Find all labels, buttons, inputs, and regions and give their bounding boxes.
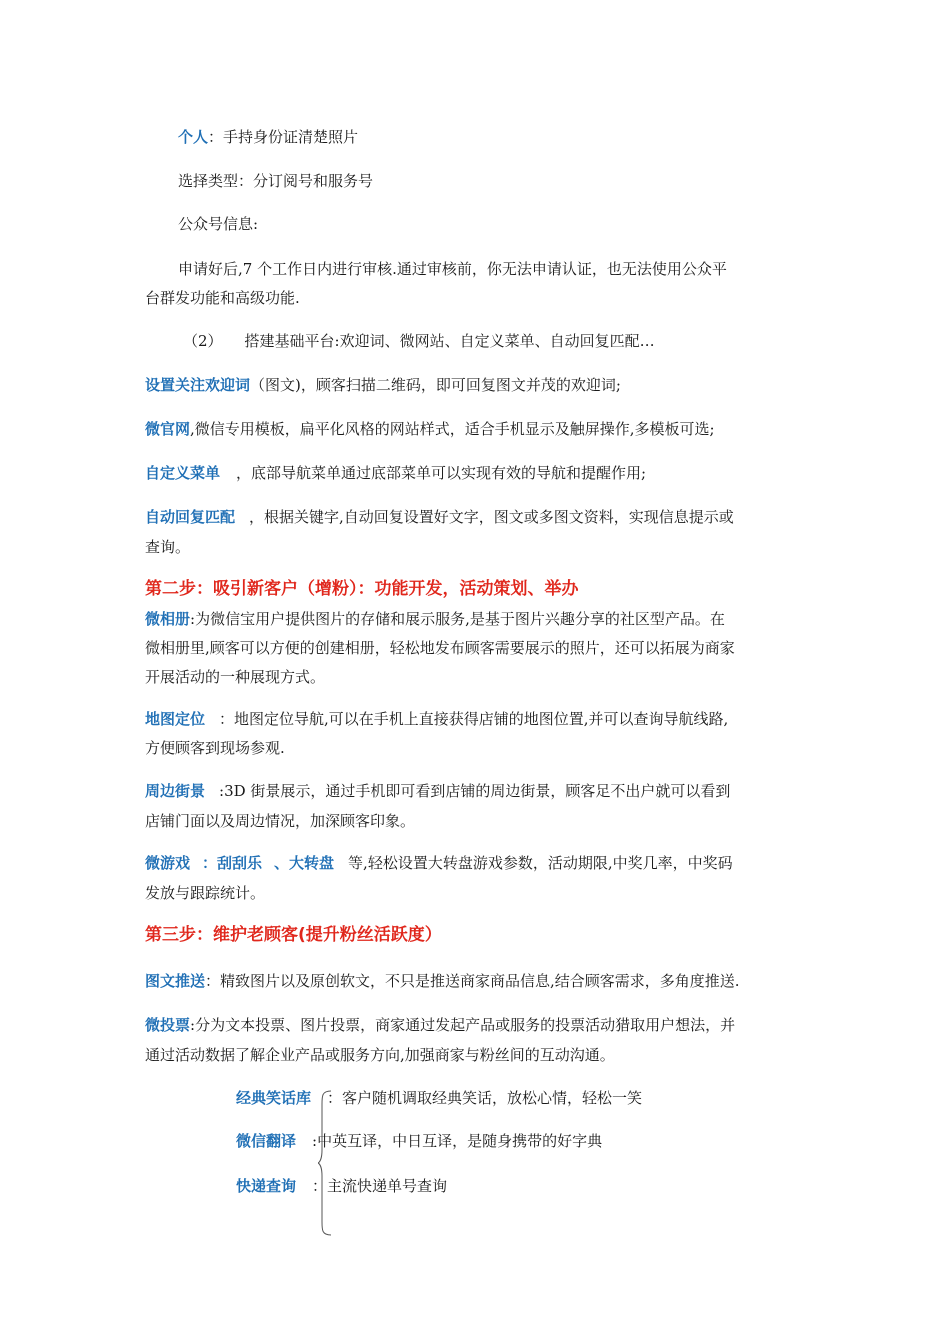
heading-step-three: 第三步：维护老顾客(提升粉丝活跃度）: [145, 925, 442, 945]
brace-icon: [318, 1090, 332, 1236]
text-games: 等,轻松设置大转盘游戏参数，活动期限,中奖几率，中奖码: [348, 854, 733, 872]
text-micro-site: ,微信专用模板，扁平化风格的网站样式，适合手机显示及触屏操作,多模板可选;: [190, 420, 715, 438]
para-photo-album-line2: 微相册里,顾客可以方便的创建相册，轻松地发布顾客需要展示的照片，还可以拓展为商家: [145, 639, 735, 657]
step-number: （2）: [183, 332, 223, 350]
label-jokes: 经典笑话库: [236, 1089, 312, 1107]
para-street-view-line2: 店铺门面以及周边情况，加深顾客印象。: [145, 812, 416, 830]
para-vote-line1: [145, 1010, 735, 1040]
label-personal: 个人: [178, 128, 209, 146]
label-street-view: 周边街景: [145, 782, 206, 800]
step-text: 搭建基础平台:欢迎词、微网站、自定义菜单、自动回复匹配…: [244, 332, 655, 350]
para-auto-reply-line2: 查询。: [145, 538, 191, 556]
text-custom-menu: ，底部导航菜单通过底部菜单可以实现有效的导航和提醒作用;: [236, 464, 647, 482]
para-photo-album-line1: [145, 604, 725, 634]
list-item-express: [236, 1171, 447, 1201]
para-review-line1: 申请好后,7 个工作日内进行审核.通过审核前，你无法申请认证，也无法使用公众平: [178, 260, 727, 278]
para-vote-line2: 通过活动数据了解企业产品或服务方向,加强商家与粉丝间的互动沟通。: [145, 1046, 615, 1064]
text-express: ：主流快递单号查询: [312, 1177, 448, 1195]
label-wheel: 、大转盘: [274, 854, 335, 872]
heading-step-two: 第二步：吸引新客户（增粉）：功能开发，活动策划、举办: [145, 579, 579, 599]
para-photo-album-line3: 开展活动的一种展现方式。: [145, 668, 326, 686]
label-auto-reply: 自动回复匹配: [145, 508, 236, 526]
text-map: ：地图定位导航,可以在手机上直接获得店铺的地图位置,并可以查询导航线路,: [219, 710, 729, 728]
para-micro-site: [145, 414, 715, 444]
text-welcome: （图文)，顾客扫描二维码，即可回复图文并茂的欢迎词;: [250, 376, 621, 394]
text-auto-reply: ，根据关键字,自动回复设置好文字，图文或多图文资料，实现信息提示或: [249, 508, 734, 526]
label-micro-site: 微官网: [145, 420, 191, 438]
label-welcome: 设置关注欢迎词: [145, 376, 251, 394]
label-map: 地图定位: [145, 710, 206, 728]
list-item-translate: [236, 1126, 602, 1156]
label-push: 图文推送: [145, 972, 206, 990]
para-welcome: [145, 370, 621, 400]
para-account-info: 公众号信息:: [178, 215, 259, 233]
text-personal: ：手持身份证清楚照片: [208, 128, 359, 146]
para-custom-menu: [145, 458, 646, 488]
label-translate: 微信翻译: [236, 1132, 297, 1150]
text-push: ：精致图片以及原创软文，不只是推送商家商品信息,结合顾客需求，多角度推送.: [205, 972, 740, 990]
para-review-line2: 台群发功能和高级功能.: [145, 289, 300, 307]
para-map-line1: [145, 704, 728, 734]
para-auto-reply-line1: [145, 502, 734, 532]
list-item-jokes: [236, 1083, 642, 1113]
para-street-view-line1: [145, 776, 730, 806]
text-photo-album: :为微信宝用户提供图片的存储和展示服务,是基于图片兴趣分享的社区型产品。在: [190, 610, 725, 628]
para-step-2: [183, 326, 655, 356]
text-translate: :中英互译，中日互译，是随身携带的好字典: [312, 1132, 603, 1150]
text-jokes: ：客户随机调取经典笑话，放松心情，轻松一笑: [327, 1089, 643, 1107]
para-select-type: 选择类型：分订阅号和服务号: [178, 172, 374, 190]
text-vote: :分为文本投票、图片投票，商家通过发起产品或服务的投票活动猎取用户想法，并: [190, 1016, 736, 1034]
para-personal: [178, 122, 358, 152]
para-push: [145, 966, 740, 996]
label-photo-album: 微相册: [145, 610, 191, 628]
label-custom-menu: 自定义菜单: [145, 464, 221, 482]
label-express: 快递查询: [236, 1177, 297, 1195]
label-vote: 微投票: [145, 1016, 191, 1034]
text-street-view: :3D 街景展示，通过手机即可看到店铺的周边街景，顾客足不出户就可以看到: [219, 782, 731, 800]
label-scratch: ：刮刮乐: [202, 854, 263, 872]
para-games-line2: 发放与跟踪统计。: [145, 884, 266, 902]
para-map-line2: 方便顾客到现场参观.: [145, 739, 285, 757]
label-games: 微游戏: [145, 854, 191, 872]
para-games-line1: [145, 848, 733, 878]
